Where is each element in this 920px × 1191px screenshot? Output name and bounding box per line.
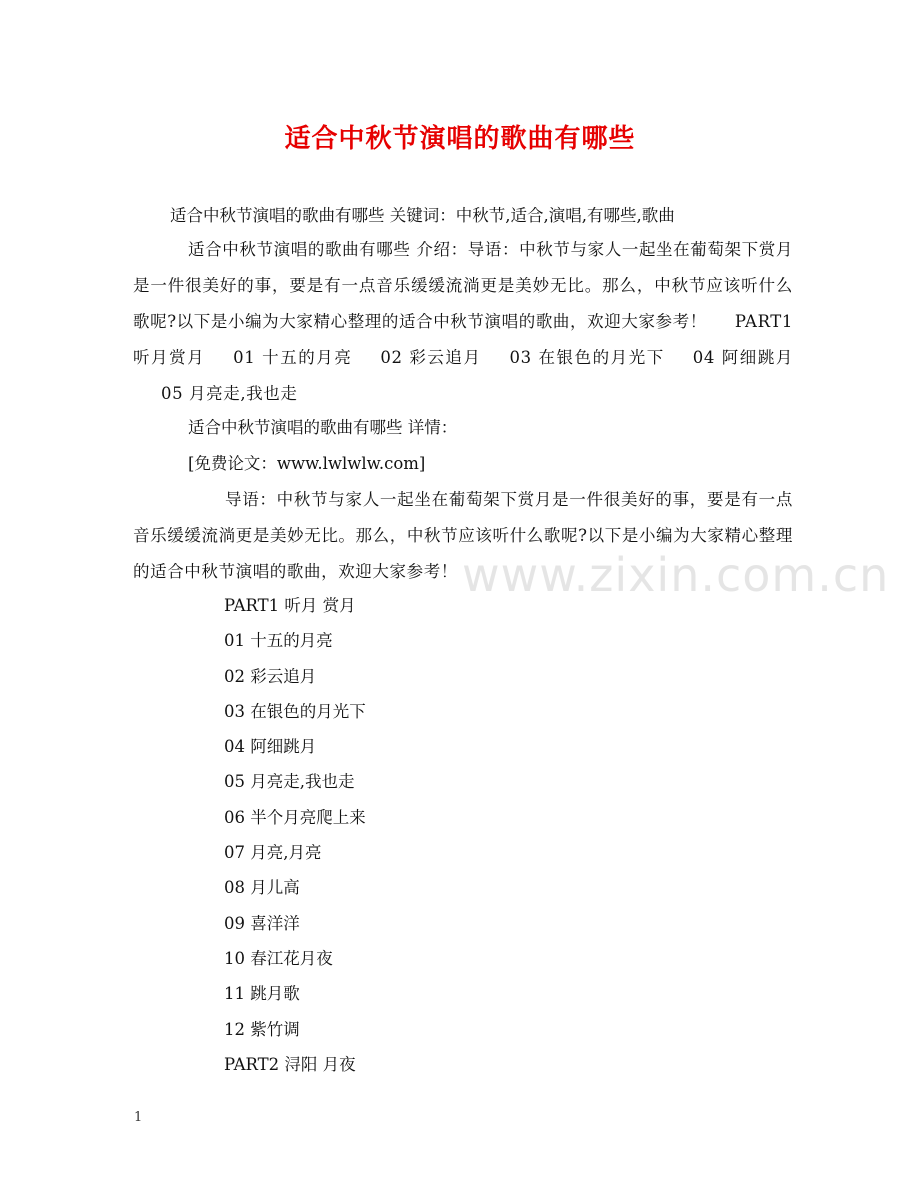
list-item: 02 彩云追月 xyxy=(224,666,317,686)
intro-item: 04 阿细跳月 xyxy=(692,348,793,367)
list-item: 10 春江花月夜 xyxy=(224,948,333,968)
detail-line: 适合中秋节演唱的歌曲有哪些 详情： xyxy=(188,418,458,437)
list-item: 06 半个月亮爬上来 xyxy=(224,807,366,827)
intro-paragraph xyxy=(133,232,793,412)
list-item: 09 喜洋洋 xyxy=(224,913,300,933)
keywords-line: 适合中秋节演唱的歌曲有哪些 关键词：中秋节,适合,演唱,有哪些,歌曲 xyxy=(170,206,675,225)
list-item: 07 月亮,月亮 xyxy=(224,843,322,863)
list-item: 04 阿细跳月 xyxy=(224,737,317,757)
source-line: [免费论文：www.lwlwlw.com] xyxy=(188,454,426,473)
intro-item: 01 十五的月亮 xyxy=(233,348,353,367)
page-number: 1 xyxy=(134,1110,143,1125)
document-title: 适合中秋节演唱的歌曲有哪些 xyxy=(284,124,636,154)
list-item: 12 紫竹调 xyxy=(224,1019,300,1039)
list-item: 01 十五的月亮 xyxy=(224,631,333,651)
list-item: 05 月亮走,我也走 xyxy=(224,772,355,792)
intro-item: 02 彩云追月 xyxy=(380,348,482,367)
list-item: 11 跳月歌 xyxy=(224,984,300,1004)
intro-text: 适合中秋节演唱的歌曲有哪些 介绍：导语：中秋节与家人一起坐在葡萄架下赏月是一件很美好的事，要是有一点音乐缓缓流淌更是美妙无比。那么，中秋节应该听什么歌呢?以下是小编为大家精心整理的适合中秋节演唱的歌曲，欢迎大家参考！ xyxy=(133,240,793,331)
watermark: www.zixin.com.cn xyxy=(462,548,890,602)
song-list xyxy=(224,588,366,1082)
list-item: PART2 浔阳 月夜 xyxy=(224,1054,356,1074)
list-item: 03 在银色的月光下 xyxy=(224,701,366,721)
intro-item: 03 在银色的月光下 xyxy=(509,348,665,367)
list-item: 08 月儿高 xyxy=(224,878,300,898)
intro-item: 05 月亮走,我也走 xyxy=(161,384,298,403)
list-item: PART1 听月 赏月 xyxy=(224,596,356,615)
intro-item: PART1 听月赏月 xyxy=(133,312,793,367)
lead-paragraph: 导语：中秋节与家人一起坐在葡萄架下赏月是一件很美好的事，要是有一点音乐缓缓流淌更是美妙无比。那么，中秋节应该听什么歌呢?以下是小编为大家精心整理的适合中秋节演唱的歌曲，欢迎大家参考！ xyxy=(133,490,793,581)
